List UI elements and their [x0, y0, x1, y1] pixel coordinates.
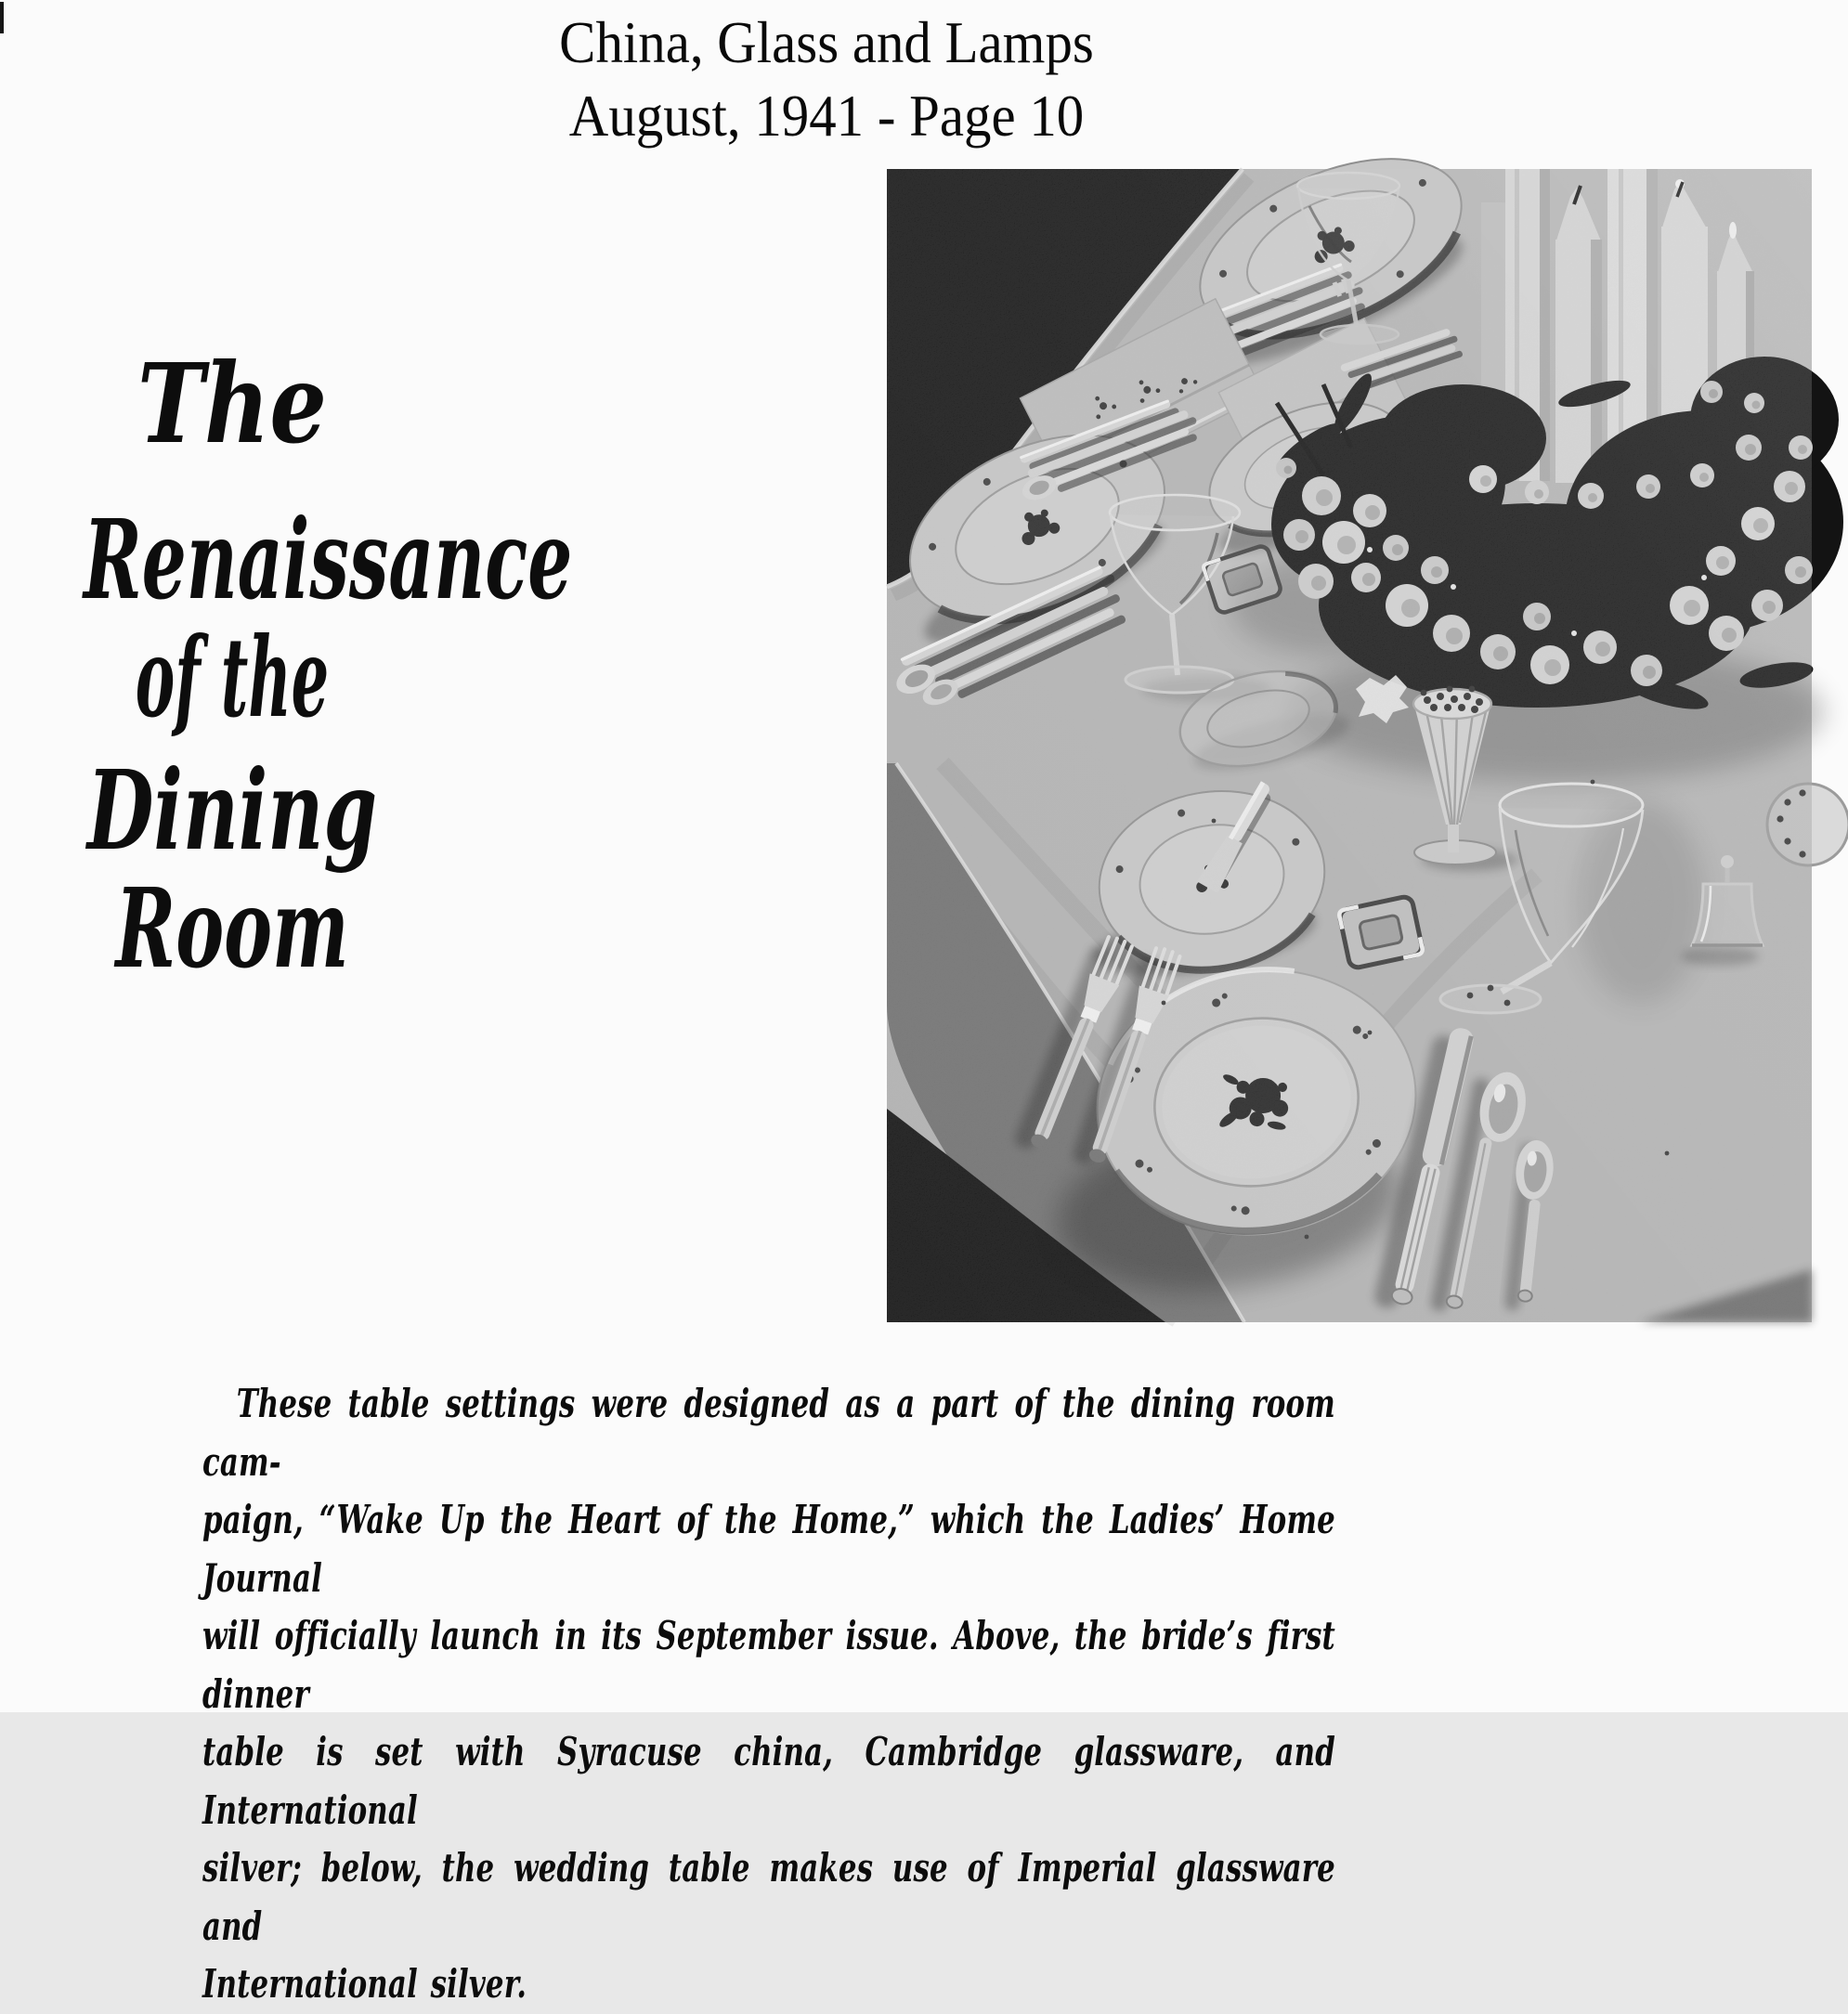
- caption-line: will officially launch in its September issue. Above, the bride’s first dinner: [202, 1613, 1335, 1717]
- header-issue-page: August, 1941 - Page 10: [568, 83, 1085, 149]
- scan-artifact: [0, 2, 4, 33]
- caption-line: silver; below, the wedding table makes use of Imperial glassware and: [202, 1845, 1335, 1949]
- header-publication: China, Glass and Lamps: [559, 9, 1094, 75]
- table-setting-photo: [887, 169, 1812, 1322]
- caption-line: These table settings were designed as a part of the dining room cam-: [202, 1381, 1335, 1485]
- halftone-grain: [887, 169, 1812, 1322]
- title-line-5: Room: [115, 864, 349, 993]
- caption-line: table is set with Syracuse china, Cambridge glassware, and International: [202, 1729, 1335, 1833]
- caption-line: International silver.: [202, 1961, 527, 2007]
- title-line-3: of the: [135, 613, 330, 742]
- caption-line: paign, “Wake Up the Heart of the Home,” which the Ladies’ Home Journal: [202, 1497, 1335, 1601]
- photo-caption: [202, 1375, 1335, 2014]
- table-setting-photo-art: [887, 169, 1812, 1322]
- title-line-2: Renaissance: [84, 495, 573, 624]
- title-line-4: Dining: [86, 746, 378, 875]
- title-line-1: The: [137, 339, 327, 468]
- page-header: [66, 6, 1587, 152]
